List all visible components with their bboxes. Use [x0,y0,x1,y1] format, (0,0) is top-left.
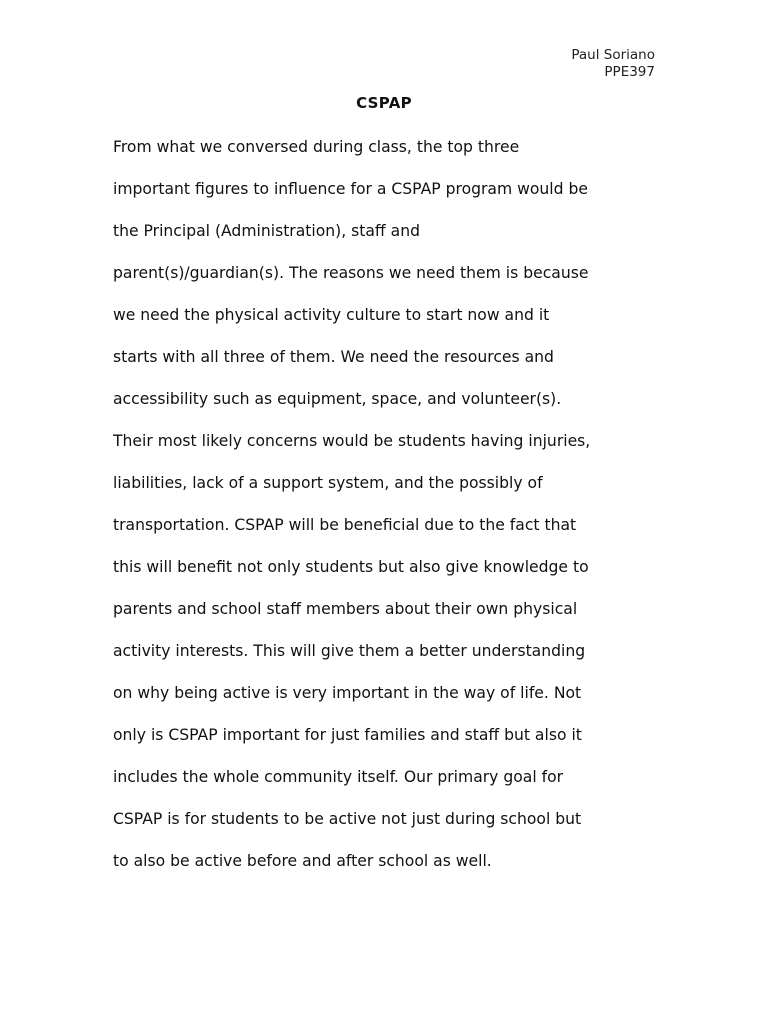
body-line: parents and school staff members about their own physical [113,600,578,618]
body-line: From what we conversed during class, the top three [113,138,520,156]
body-line: this will benefit not only students but also give knowledge to [113,558,589,576]
body-line: activity interests. This will give them a better understanding [113,642,586,660]
body-line: to also be active before and after school as well. [113,852,492,870]
author-name: Paul Soriano [571,47,655,63]
body-line: transportation. CSPAP will be beneficial due to the fact that [113,516,577,534]
document-header [571,47,655,81]
body-line: parent(s)/guardian(s). The reasons we need them is because [113,264,589,282]
body-line: we need the physical activity culture to start now and it [113,306,550,324]
body-line: important figures to influence for a CSPAP program would be [113,180,588,198]
body-line: only is CSPAP important for just families and staff but also it [113,726,582,744]
body-line: starts with all three of them. We need the resources and [113,348,554,366]
body-line: includes the whole community itself. Our primary goal for [113,768,564,786]
body-line: liabilities, lack of a support system, and the possibly of [113,474,543,492]
body-line: on why being active is very important in the way of life. Not [113,684,582,702]
body-line: the Principal (Administration), staff and [113,222,420,240]
document-body [113,135,673,891]
body-line: Their most likely concerns would be students having injuries, [113,432,591,450]
course-code: PPE397 [604,64,655,80]
body-line: accessibility such as equipment, space, and volunteer(s). [113,390,562,408]
document-title: CSPAP [356,94,412,112]
body-line: CSPAP is for students to be active not just during school but [113,810,582,828]
